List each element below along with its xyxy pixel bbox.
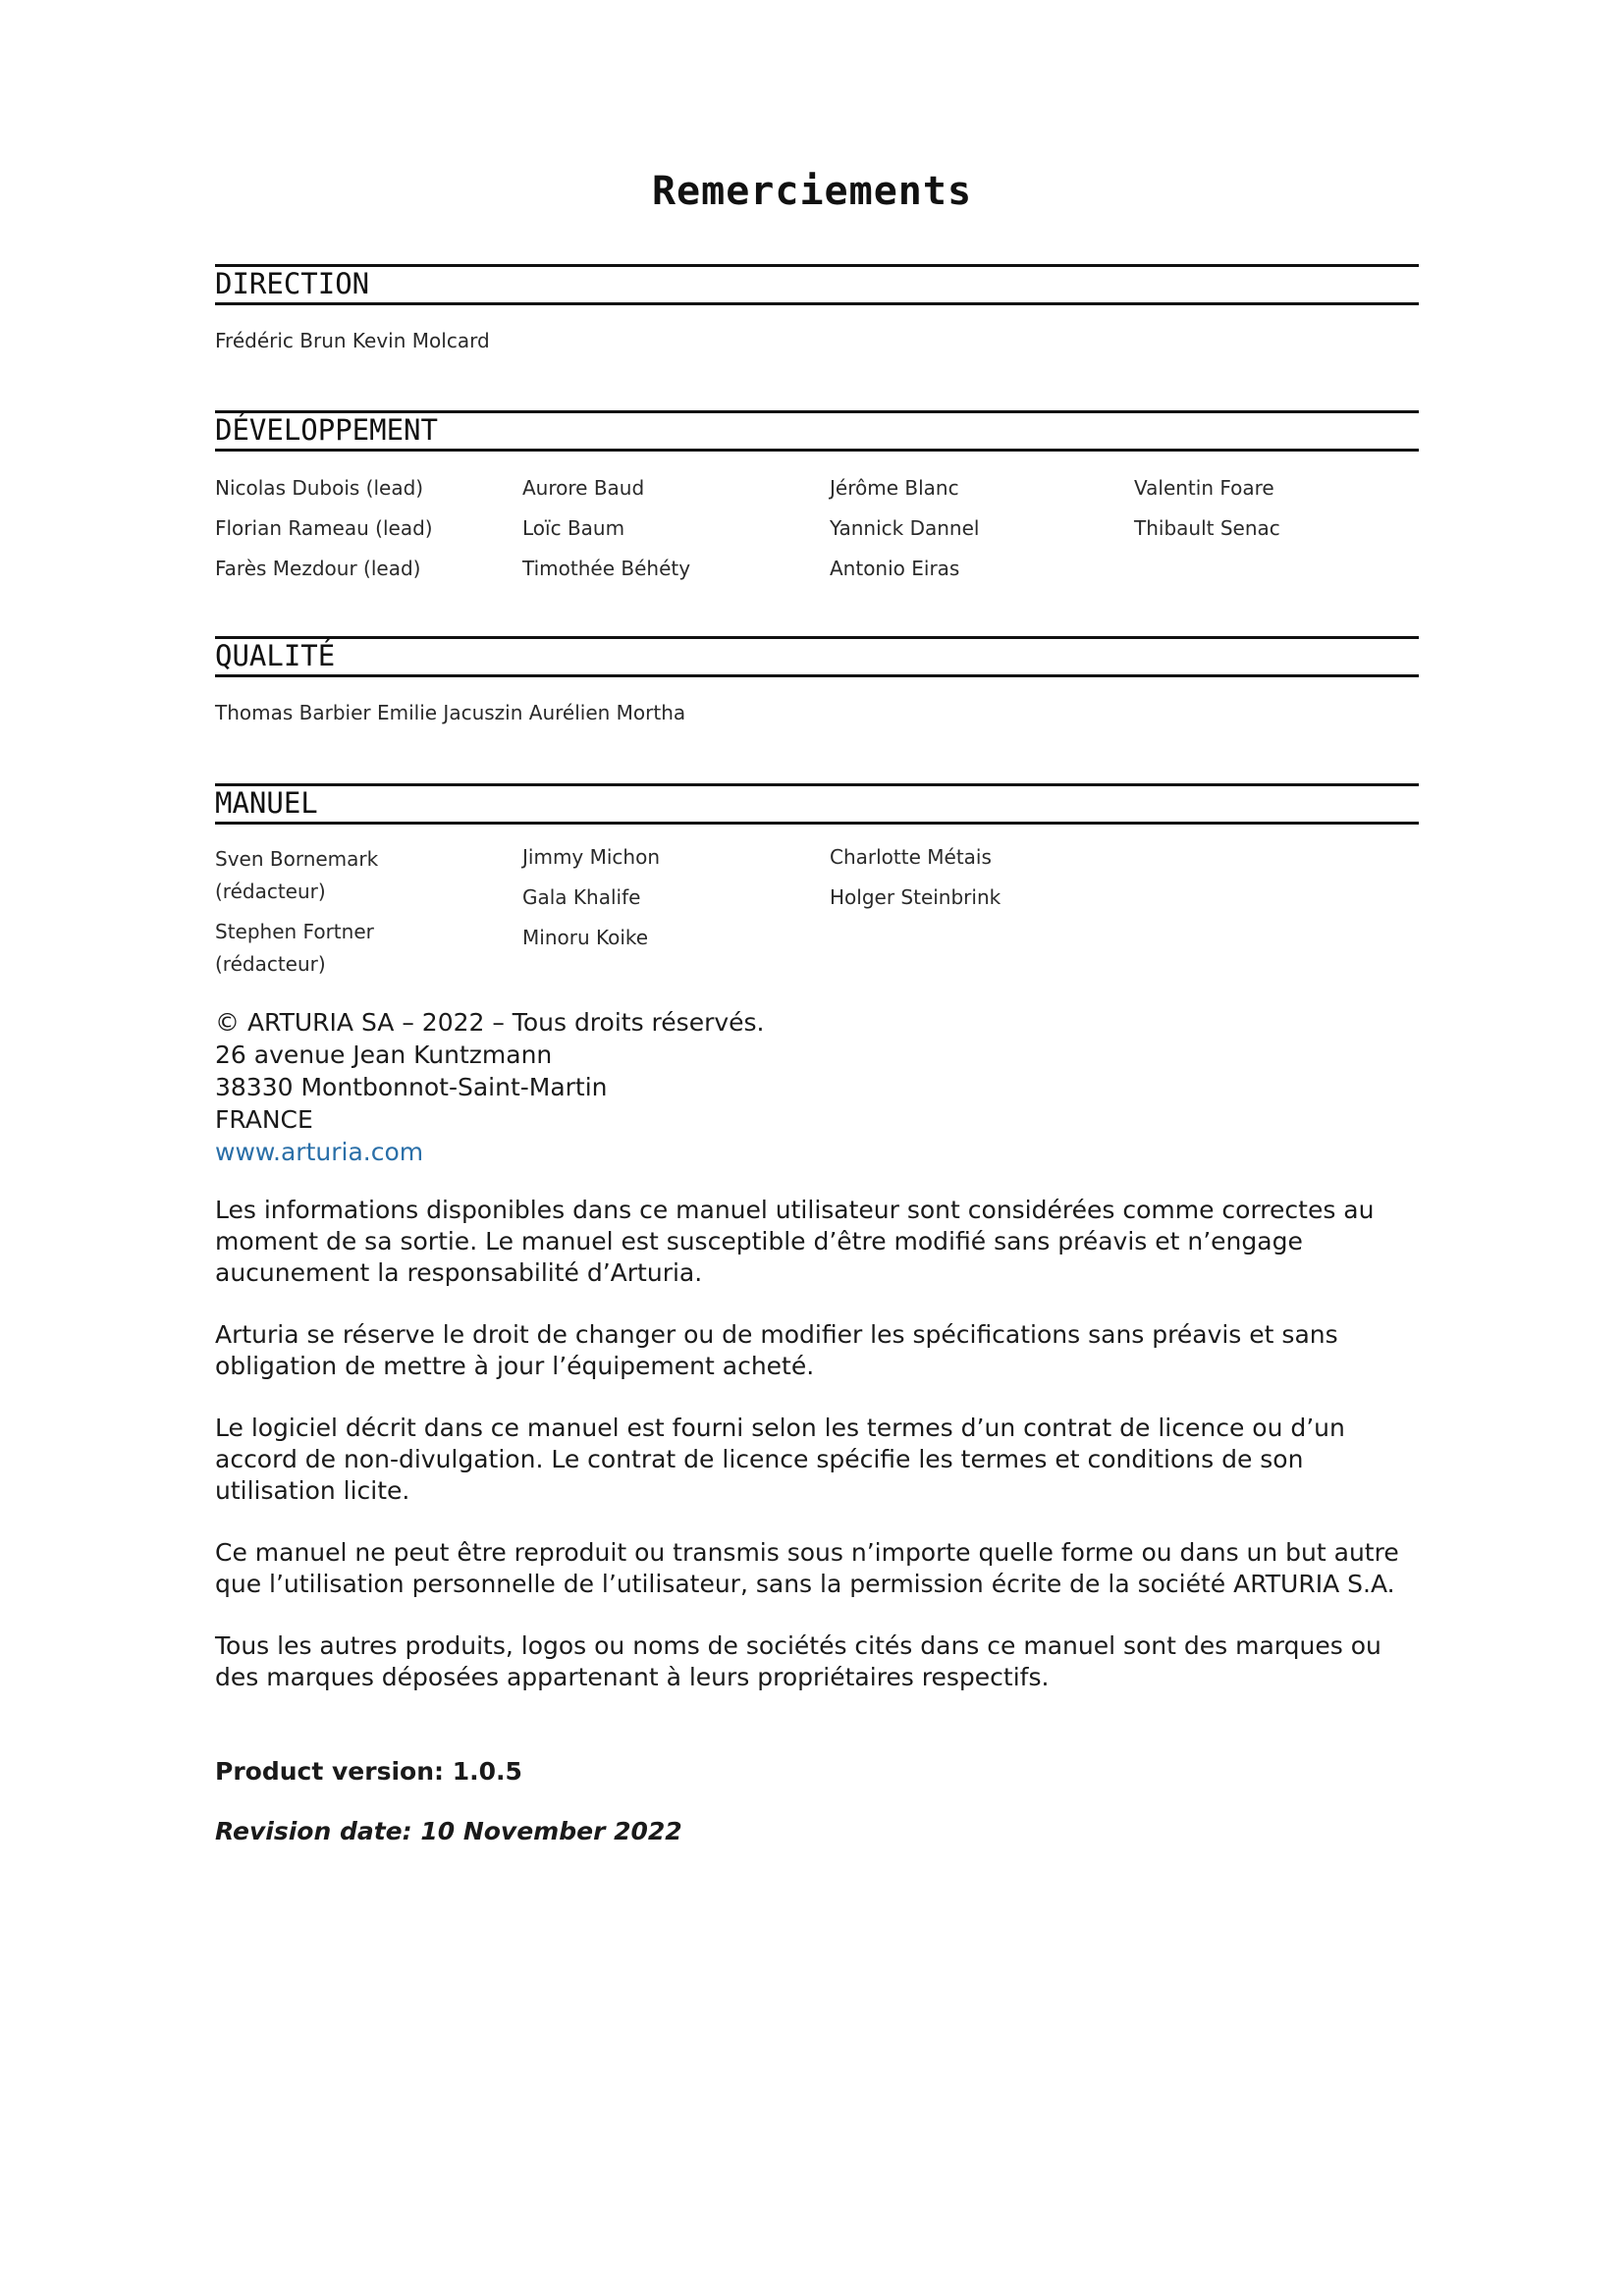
- copyright-block: [215, 1006, 765, 1168]
- credit-name: Florian Rameau (lead): [215, 516, 433, 540]
- credit-name: Jérôme Blanc: [830, 476, 959, 500]
- credit-name: Nicolas Dubois (lead): [215, 476, 424, 500]
- section-header-quality: [215, 636, 1419, 677]
- legal-paragraph: Ce manuel ne peut être reproduit ou transmis sous n’importe quelle forme ou dans un but autre que l’utilisation personnelle de l’utilisateur, sans la permission écrite de la société ARTURIA S.A.: [215, 1538, 1399, 1598]
- product-version: Product version: 1.0.5: [215, 1757, 522, 1786]
- section-header-development: [215, 410, 1419, 452]
- section-header-direction: [215, 264, 1419, 305]
- credit-name: Holger Steinbrink: [830, 885, 1001, 909]
- credit-name: Yannick Dannel: [830, 516, 980, 540]
- credit-name: Loïc Baum: [522, 516, 625, 540]
- section-title: MANUEL: [215, 786, 318, 820]
- credit-name: Antonio Eiras: [830, 557, 960, 580]
- credit-name: Timothée Béhéty: [522, 557, 691, 580]
- manual-column-1: [215, 843, 411, 988]
- legal-text: [215, 1195, 1423, 1724]
- section-header-manual: [215, 783, 1419, 825]
- credit-name: Farès Mezdour (lead): [215, 557, 421, 580]
- address-street: 26 avenue Jean Kuntzmann: [215, 1041, 553, 1069]
- legal-paragraph: Arturia se réserve le droit de changer ou de modifier les spécifications sans préavis et sans obligation de mettre à jour l’équipement acheté.: [215, 1320, 1338, 1380]
- manual-column-3: [830, 843, 1001, 924]
- development-column-1: [215, 474, 433, 595]
- credit-name: Sven Bornemark (rédacteur): [215, 847, 379, 903]
- manual-column-2: [522, 843, 660, 964]
- legal-paragraph: Tous les autres produits, logos ou noms de sociétés cités dans ce manuel sont des marques ou des marques déposées appartenant à leurs propriétaires respectifs.: [215, 1631, 1381, 1691]
- credit-name: Jimmy Michon: [522, 845, 661, 869]
- development-column-4: [1134, 474, 1280, 555]
- credit-name: Stephen Fortner (rédacteur): [215, 920, 374, 976]
- address-city: 38330 Montbonnot-Saint-Martin: [215, 1073, 608, 1101]
- legal-paragraph: Les informations disponibles dans ce manuel utilisateur sont considérées comme correctes au moment de sa sortie. Le manuel est susceptible d’être modifié sans préavis et n’engage aucunement la responsabilité d’Arturia.: [215, 1196, 1375, 1287]
- development-column-3: [830, 474, 979, 595]
- section-title: QUALITÉ: [215, 639, 336, 672]
- section-title: DÉVELOPPEMENT: [215, 413, 438, 447]
- credit-name: Thibault Senac: [1134, 516, 1280, 540]
- development-column-2: [522, 474, 690, 595]
- quality-names: Thomas Barbier Emilie Jacuszin Aurélien Mortha: [215, 701, 686, 724]
- page-title: Remerciements: [651, 169, 973, 214]
- copyright-line: © ARTURIA SA – 2022 – Tous droits réservés.: [215, 1008, 765, 1037]
- credit-name: Aurore Baud: [522, 476, 645, 500]
- address-country: FRANCE: [215, 1105, 313, 1134]
- revision-date: Revision date: 10 November 2022: [215, 1817, 682, 1845]
- credit-name: Valentin Foare: [1134, 476, 1274, 500]
- direction-names: Frédéric Brun Kevin Molcard: [215, 329, 490, 352]
- credit-name: Minoru Koike: [522, 926, 649, 949]
- credit-name: Gala Khalife: [522, 885, 641, 909]
- credit-name: Charlotte Métais: [830, 845, 992, 869]
- legal-paragraph: Le logiciel décrit dans ce manuel est fourni selon les termes d’un contrat de licence ou d’un accord de non-divulgation. Le contrat de licence spécifie les termes et conditions de son utilisation licite.: [215, 1414, 1345, 1505]
- website-link[interactable]: www.arturia.com: [215, 1138, 424, 1166]
- section-title: DIRECTION: [215, 267, 370, 300]
